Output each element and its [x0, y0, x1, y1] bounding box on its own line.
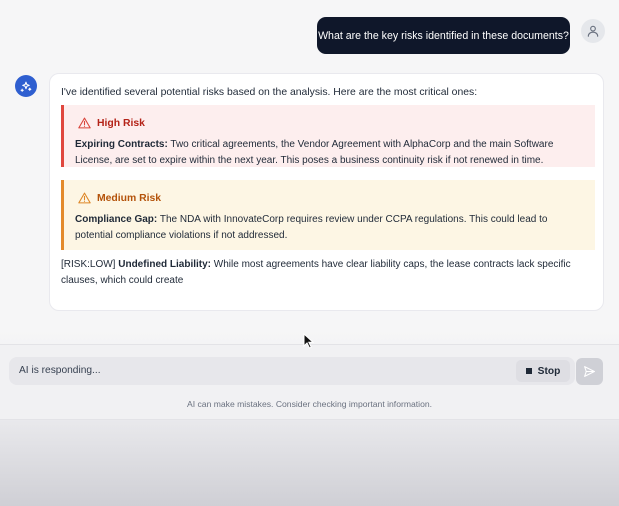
risk-header [78, 192, 161, 204]
composer-area [0, 344, 619, 420]
assistant-avatar [15, 75, 37, 97]
risk-card-high [61, 105, 595, 167]
user-message-bubble [317, 17, 570, 54]
low-risk-text [61, 257, 591, 289]
stop-button-label: Stop [537, 365, 561, 377]
risk-header [78, 117, 145, 129]
low-risk-tag: [RISK:LOW] [61, 259, 119, 270]
mouse-pointer-icon [303, 333, 315, 349]
stop-square-icon [526, 368, 532, 374]
user-icon [586, 24, 600, 38]
low-risk-heading: Undefined Liability: [118, 259, 212, 270]
risk-level-label: High Risk [97, 117, 145, 129]
user-message-text: What are the key risks identified in these documents? [318, 29, 569, 42]
send-button[interactable] [576, 358, 603, 385]
warning-triangle-icon [78, 192, 91, 204]
disclaimer-text: AI can make mistakes. Consider checking important information. [186, 399, 433, 409]
sparkle-icon [20, 80, 33, 93]
risk-text: The NDA with InnovateCorp requires review under CCPA regulations. This could lead to potential compliance violations if not addressed. [75, 214, 548, 241]
warning-triangle-icon [78, 117, 91, 129]
risk-level-label: Medium Risk [97, 192, 162, 204]
low-risk-body: While most agreements have clear liability caps, the lease contracts lack specific clauses, which could create [61, 259, 571, 286]
assistant-intro-text: I've identified several potential risks based on the analysis. Here are the most critical ones: [61, 87, 478, 98]
responding-status: AI is responding... [19, 365, 101, 376]
assistant-message-card [49, 73, 604, 311]
send-icon [583, 365, 596, 378]
message-input[interactable] [9, 357, 575, 385]
risk-card-medium [61, 180, 595, 250]
risk-description [75, 137, 587, 169]
user-avatar [581, 19, 605, 43]
stop-button[interactable] [516, 360, 570, 382]
risk-heading: Expiring Contracts: [75, 139, 168, 150]
risk-heading: Compliance Gap: [75, 214, 158, 225]
risk-description [75, 212, 587, 244]
risk-text: Two critical agreements, the Vendor Agreement with AlphaCorp and the main Software License, are set to expire within the next year. This poses a business continuity risk if not renewed in time. [75, 139, 554, 166]
